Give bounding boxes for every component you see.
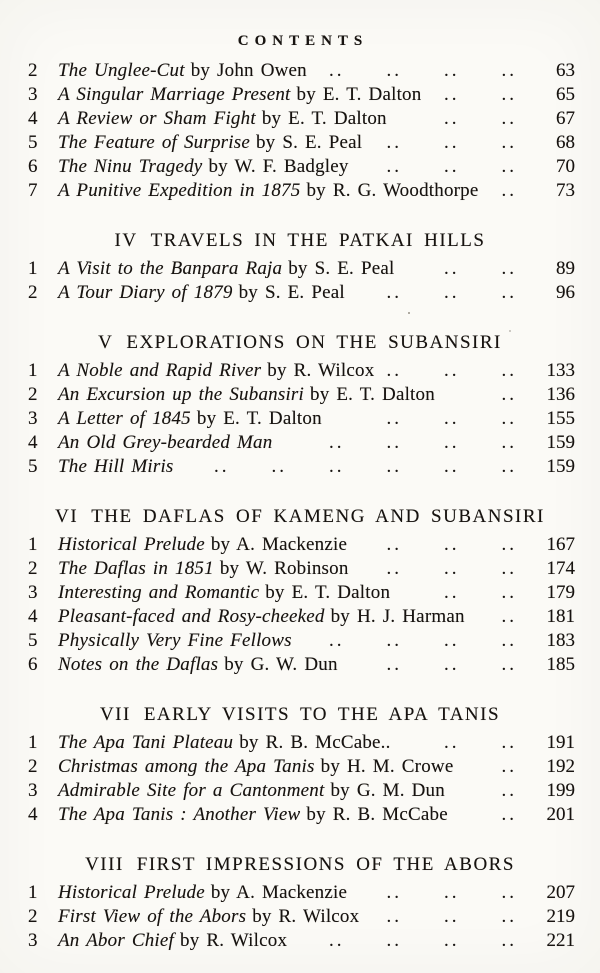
leader-dots: ..: [386, 432, 402, 453]
leader-dots: ..: [386, 882, 402, 903]
entry-number: 7: [28, 180, 38, 201]
entry-page-number: 207: [546, 882, 575, 903]
entry-number: 6: [28, 654, 38, 675]
leader-dots: ..: [329, 630, 345, 651]
entry-title: [58, 533, 347, 557]
entry-title-italic: An Old Grey-bearded Man: [58, 432, 273, 453]
leader-dots: ..: [386, 906, 402, 927]
entry-number: 4: [28, 108, 38, 129]
leader-dots: ..: [444, 582, 460, 603]
entry-page-number: 96: [556, 282, 575, 303]
entry-number: 4: [28, 606, 38, 627]
leader-dots: ..: [501, 654, 517, 675]
leader-dots: ..: [444, 930, 460, 951]
dot-leaders: [390, 581, 531, 605]
entry-number: 2: [28, 906, 38, 927]
entry-title: [58, 779, 445, 803]
leader-dots: ..: [386, 60, 402, 81]
entry-author: by H. J. Harman: [330, 606, 465, 627]
entry-number: 1: [28, 360, 38, 381]
entry-title-italic: A Review or Sham Fight: [58, 108, 256, 129]
leader-dots: ..: [444, 60, 460, 81]
leader-dots: ..: [501, 756, 517, 777]
leader-dots: ..: [386, 654, 402, 675]
leader-dots: ..: [501, 384, 517, 405]
leader-dots: ..: [501, 84, 517, 105]
entry-number: 5: [28, 132, 38, 153]
entry-title-italic: Historical Prelude: [58, 534, 205, 555]
entry-title: [58, 107, 387, 131]
section-number: V: [98, 332, 114, 353]
section-entries: [0, 731, 600, 827]
toc-entry: [0, 629, 600, 653]
dot-leaders: [479, 179, 531, 203]
toc-entry: [0, 755, 600, 779]
entry-author: by S. E. Peal: [238, 282, 345, 303]
leader-dots: ..: [444, 732, 460, 753]
entry-page-number: 174: [546, 558, 575, 579]
entry-title: [58, 731, 391, 755]
entry-title-italic: An Abor Chief: [58, 930, 175, 951]
leader-dots: ..: [501, 906, 517, 927]
leader-dots: ..: [501, 732, 517, 753]
entry-number: 2: [28, 558, 38, 579]
entry-title-italic: A Tour Diary of 1879: [58, 282, 233, 303]
leader-dots: ..: [444, 258, 460, 279]
entry-author: by R. B. McCabe: [306, 804, 448, 825]
leader-dots: ..: [501, 258, 517, 279]
entry-author: by E. T. Dalton: [196, 408, 322, 429]
entry-number: 4: [28, 804, 38, 825]
toc-entry: [0, 59, 600, 83]
entry-number: 6: [28, 156, 38, 177]
dot-leaders: [374, 359, 531, 383]
entry-number: 2: [28, 384, 38, 405]
entry-author: by R. Wilcox: [252, 906, 360, 927]
section-title: FIRST IMPRESSIONS OF THE ABORS: [136, 854, 515, 875]
leader-dots: ..: [501, 360, 517, 381]
section-heading: [0, 229, 600, 253]
section-entries: [0, 359, 600, 479]
entry-number: 1: [28, 534, 38, 555]
leader-dots: ..: [386, 930, 402, 951]
entry-title: [58, 83, 421, 107]
entry-title-italic: The Ninu Tragedy: [58, 156, 203, 177]
entry-title: [58, 59, 307, 83]
entry-author: by A. Mackenzie: [210, 534, 348, 555]
entry-page-number: 70: [556, 156, 575, 177]
entry-author: by E. T. Dalton: [296, 84, 422, 105]
leader-dots: ..: [444, 906, 460, 927]
leader-dots: ..: [501, 804, 517, 825]
toc-section: [0, 703, 600, 827]
entry-author: by R. Wilcox: [180, 930, 288, 951]
entry-number: 2: [28, 60, 38, 81]
section-heading: [0, 331, 600, 355]
toc-entry: [0, 653, 600, 677]
section-title: TRAVELS IN THE PATKAI HILLS: [150, 230, 486, 251]
toc-entry: [0, 581, 600, 605]
section-entries: [0, 257, 600, 305]
entry-author: by G. M. Dun: [330, 780, 445, 801]
entry-author: by G. W. Dun: [224, 654, 338, 675]
entry-title-italic: Christmas among the Apa Tanis: [58, 756, 315, 777]
leader-dots: ..: [501, 156, 517, 177]
entry-author: by A. Mackenzie: [210, 882, 348, 903]
leader-dots: ..: [386, 408, 402, 429]
toc-section: [0, 853, 600, 953]
toc-section: [0, 59, 600, 203]
dot-leaders: [349, 557, 531, 581]
entry-author: by W. Robinson: [219, 558, 349, 579]
leader-dots: ..: [444, 534, 460, 555]
toc-entry: [0, 905, 600, 929]
entry-title: [58, 431, 272, 455]
toc-entry: [0, 407, 600, 431]
toc-section: [0, 229, 600, 305]
leader-dots: ..: [386, 630, 402, 651]
leader-dots: ..: [329, 456, 345, 477]
entry-author: by S. E. Peal: [255, 132, 363, 153]
entry-number: 3: [28, 582, 38, 603]
entry-title: [58, 257, 394, 281]
entry-number: 1: [28, 882, 38, 903]
entry-author: by S. E. Peal: [288, 258, 395, 279]
leader-dots: ..: [444, 654, 460, 675]
leader-dots: ..: [386, 132, 402, 153]
toc-section: [0, 505, 600, 677]
entry-author: by R. Wilcox: [267, 360, 375, 381]
toc-entry: [0, 803, 600, 827]
entry-number: 4: [28, 432, 38, 453]
entry-title-italic: A Singular Marriage Present: [58, 84, 291, 105]
entry-author: by John Owen: [190, 60, 307, 81]
leader-dots: ..: [501, 60, 517, 81]
leader-dots: ..: [501, 282, 517, 303]
dot-leaders: [359, 905, 531, 929]
toc-entry: [0, 83, 600, 107]
entry-title-italic: Notes on the Daflas: [58, 654, 219, 675]
dot-leaders: [394, 257, 531, 281]
entry-page-number: 183: [546, 630, 575, 651]
entry-title-italic: Admirable Site for a Cantonment: [58, 780, 325, 801]
entry-number: 1: [28, 732, 38, 753]
leader-dots: ..: [386, 456, 402, 477]
toc-entry: [0, 383, 600, 407]
entry-title-italic: The Feature of Surprise: [58, 132, 250, 153]
entry-title: [58, 359, 374, 383]
section-number: IV: [114, 230, 138, 251]
entry-title: [58, 929, 287, 953]
entry-page-number: 65: [556, 84, 575, 105]
entry-page-number: 192: [546, 756, 575, 777]
leader-dots: ..: [444, 408, 460, 429]
entry-page-number: 191: [546, 732, 575, 753]
section-number: VIII: [85, 854, 124, 875]
leader-dots: ..: [501, 408, 517, 429]
entry-number: 1: [28, 258, 38, 279]
leader-dots: ..: [329, 930, 345, 951]
leader-dots: ..: [444, 456, 460, 477]
toc-entry: [0, 179, 600, 203]
dot-leaders: [347, 533, 531, 557]
leader-dots: ..: [386, 156, 402, 177]
entry-page-number: 167: [546, 534, 575, 555]
dot-leaders: [347, 881, 531, 905]
entry-page-number: 159: [546, 432, 575, 453]
entry-number: 3: [28, 408, 38, 429]
toc-entry: [0, 155, 600, 179]
dot-leaders: [345, 281, 531, 305]
entry-page-number: 185: [546, 654, 575, 675]
dot-leaders: [287, 929, 531, 953]
dot-leaders: [448, 803, 531, 827]
section-entries: [0, 881, 600, 953]
entry-title: [58, 653, 338, 677]
leader-dots: ..: [444, 882, 460, 903]
leader-dots: ..: [271, 456, 287, 477]
leader-dots: ..: [386, 360, 402, 381]
section-heading: [0, 505, 600, 529]
dot-leaders: [322, 407, 531, 431]
leader-dots: ..: [501, 558, 517, 579]
entry-title-italic: The Hill Miris: [58, 456, 174, 477]
section-entries: [0, 59, 600, 203]
entry-page-number: 199: [546, 780, 575, 801]
dot-leaders: [292, 629, 531, 653]
entry-title: [58, 605, 465, 629]
entry-title-italic: The Unglee-Cut: [58, 60, 185, 81]
leader-dots: ..: [444, 630, 460, 651]
toc-entry: [0, 107, 600, 131]
leader-dots: ..: [501, 882, 517, 903]
section-entries: [0, 533, 600, 677]
toc-entry: [0, 281, 600, 305]
entry-title: [58, 383, 435, 407]
dot-leaders: [465, 605, 531, 629]
dot-leaders: [391, 731, 531, 755]
leader-dots: ..: [444, 282, 460, 303]
entry-title: [58, 905, 359, 929]
entry-title-italic: A Noble and Rapid River: [58, 360, 262, 381]
leader-dots: ..: [501, 180, 517, 201]
leader-dots: ..: [444, 84, 460, 105]
dot-leaders: [445, 779, 531, 803]
leader-dots: ..: [444, 108, 460, 129]
toc-entry: [0, 455, 600, 479]
entry-page-number: 155: [546, 408, 575, 429]
entry-title: [58, 155, 349, 179]
scan-speck: [509, 330, 511, 332]
entry-author: by E. T. Dalton: [261, 108, 387, 129]
entry-title: [58, 581, 390, 605]
entry-title: [58, 803, 448, 827]
toc-entry: [0, 533, 600, 557]
toc-entry: [0, 257, 600, 281]
dot-leaders: [421, 83, 531, 107]
leader-dots: ..: [386, 534, 402, 555]
entry-number: 2: [28, 756, 38, 777]
scan-speck: [408, 312, 410, 314]
entry-page-number: 68: [556, 132, 575, 153]
leader-dots: ..: [501, 606, 517, 627]
dot-leaders: [307, 59, 531, 83]
entry-number: 5: [28, 456, 38, 477]
table-of-contents: [0, 59, 600, 953]
entry-title: [58, 281, 345, 305]
leader-dots: ..: [214, 456, 230, 477]
section-heading: [0, 703, 600, 727]
leader-dots: ..: [501, 108, 517, 129]
entry-title-italic: A Letter of 1845: [58, 408, 191, 429]
dot-leaders: [387, 107, 531, 131]
dot-leaders: [272, 431, 531, 455]
leader-dots: ..: [501, 456, 517, 477]
section-title: EXPLORATIONS ON THE SUBANSIRI: [126, 332, 502, 353]
entry-number: 5: [28, 630, 38, 651]
section-title: THE DAFLAS OF KAMENG AND SUBANSIRI: [91, 506, 545, 527]
entry-page-number: 179: [546, 582, 575, 603]
entry-number: 3: [28, 780, 38, 801]
entry-page-number: 133: [546, 360, 575, 381]
leader-dots: ..: [444, 132, 460, 153]
leader-dots: ..: [501, 930, 517, 951]
leader-dots: ..: [444, 156, 460, 177]
leader-dots: ..: [386, 558, 402, 579]
leader-dots: ..: [501, 534, 517, 555]
entry-title: [58, 179, 479, 203]
section-heading: [0, 853, 600, 877]
leader-dots: ..: [501, 132, 517, 153]
section-number: VII: [99, 704, 131, 725]
entry-page-number: 181: [546, 606, 575, 627]
entry-page-number: 159: [546, 456, 575, 477]
leader-dots: ..: [444, 432, 460, 453]
toc-entry: [0, 431, 600, 455]
entry-title: [58, 131, 362, 155]
entry-title-italic: The Daflas in 1851: [58, 558, 214, 579]
leader-dots: ..: [329, 60, 345, 81]
dot-leaders: [453, 755, 531, 779]
entry-title: [58, 629, 292, 653]
dot-leaders: [174, 455, 531, 479]
dot-leaders: [435, 383, 531, 407]
toc-entry: [0, 359, 600, 383]
entry-title-italic: An Excursion up the Subansiri: [58, 384, 305, 405]
leader-dots: ..: [444, 558, 460, 579]
entry-title-italic: A Visit to the Banpara Raja: [58, 258, 283, 279]
entry-page-number: 67: [556, 108, 575, 129]
entry-title-italic: First View of the Abors: [58, 906, 247, 927]
leader-dots: ..: [386, 282, 402, 303]
entry-title: [58, 881, 347, 905]
leader-dots: ..: [329, 432, 345, 453]
entry-author: by H. M. Crowe: [320, 756, 454, 777]
toc-entry: [0, 557, 600, 581]
entry-title: [58, 557, 349, 581]
entry-page-number: 73: [556, 180, 575, 201]
entry-number: 3: [28, 930, 38, 951]
section-number: VI: [55, 506, 79, 527]
entry-author: by W. F. Badgley: [208, 156, 349, 177]
entry-number: 2: [28, 282, 38, 303]
toc-entry: [0, 131, 600, 155]
section-title: EARLY VISITS TO THE APA TANIS: [143, 704, 501, 725]
entry-page-number: 221: [546, 930, 575, 951]
toc-entry: [0, 881, 600, 905]
page-title: CONTENTS: [237, 33, 369, 49]
toc-section: [0, 331, 600, 479]
leader-dots: ..: [501, 780, 517, 801]
toc-entry: [0, 929, 600, 953]
entry-title: [58, 755, 453, 779]
entry-page-number: 201: [546, 804, 575, 825]
entry-page-number: 63: [556, 60, 575, 81]
entry-author: by E. T. Dalton: [265, 582, 391, 603]
entry-number: 3: [28, 84, 38, 105]
entry-title-italic: Physically Very Fine Fellows: [58, 630, 292, 651]
entry-page-number: 219: [546, 906, 575, 927]
entry-title-italic: The Apa Tanis : Another View: [58, 804, 301, 825]
leader-dots: ..: [501, 432, 517, 453]
leader-dots: ..: [444, 360, 460, 381]
entry-title: [58, 455, 174, 479]
entry-title: [58, 407, 322, 431]
entry-title-italic: A Punitive Expedition in 1875: [58, 180, 301, 201]
leader-dots: ..: [501, 582, 517, 603]
leader-dots: ..: [501, 630, 517, 651]
entry-author: by E. T. Dalton: [310, 384, 435, 405]
entry-page-number: 136: [546, 384, 575, 405]
dot-leaders: [349, 155, 531, 179]
toc-entry: [0, 731, 600, 755]
entry-author: by R. G. Woodthorpe: [306, 180, 479, 201]
entry-author: by R. B. McCabe..: [239, 732, 391, 753]
dot-leaders: [338, 653, 531, 677]
entry-page-number: 89: [556, 258, 575, 279]
entry-title-italic: Pleasant-faced and Rosy-cheeked: [58, 606, 325, 627]
entry-title-italic: Interesting and Romantic: [58, 582, 260, 603]
entry-title-italic: The Apa Tani Plateau: [58, 732, 234, 753]
entry-title-italic: Historical Prelude: [58, 882, 205, 903]
toc-entry: [0, 779, 600, 803]
dot-leaders: [362, 131, 531, 155]
toc-entry: [0, 605, 600, 629]
